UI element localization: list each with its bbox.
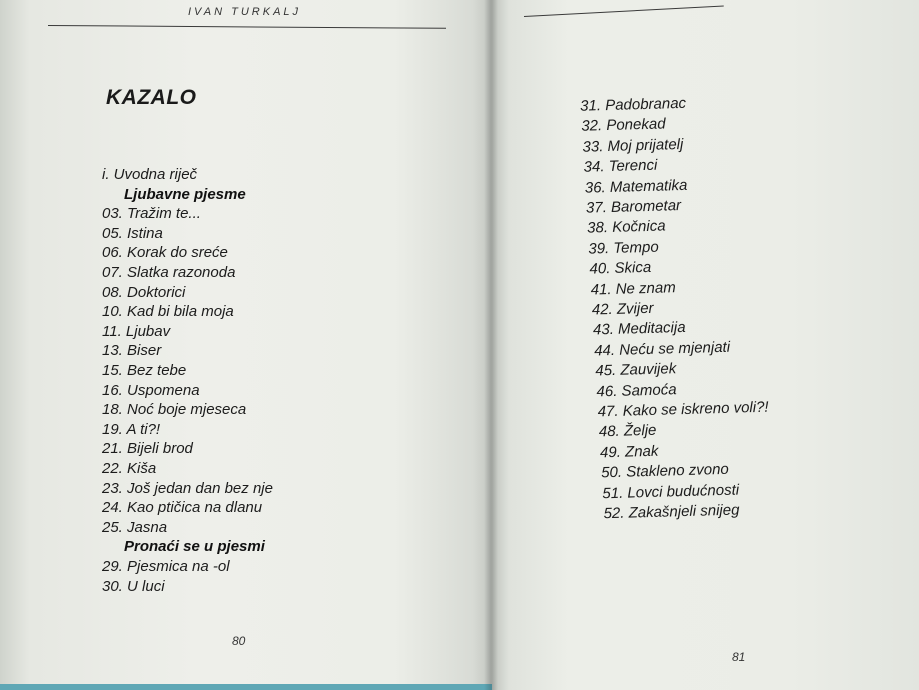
toc-entry: i. Uvodna riječ (102, 166, 198, 183)
toc-entry: 06. Korak do sreće (102, 244, 228, 262)
toc-entry: 36. Matematika (584, 176, 688, 197)
toc-entry: 38. Kočnica (586, 217, 666, 238)
toc-entry: 50. Stakleno zvono (600, 460, 730, 482)
toc-entry: 39. Tempo (588, 238, 659, 258)
toc-entry: 44. Neću se mjenjati (593, 338, 731, 360)
toc-entry: 11. Ljubav (102, 322, 171, 340)
toc-entry: 37. Barometar (585, 197, 682, 217)
toc-entry: 13. Biser (102, 342, 162, 360)
toc-entry: 03. Tražim te... (102, 205, 201, 223)
toc-entry: 18. Noć boje mjeseca (102, 401, 247, 419)
toc-entry: 40. Skica (589, 259, 652, 278)
toc-entry: 30. U luci (102, 577, 165, 595)
toc-entry: 21. Bijeli brod (102, 440, 193, 458)
right-page (492, 0, 919, 690)
toc-entry: 48. Želje (598, 422, 657, 441)
header-rule-right (524, 6, 724, 17)
header-rule (48, 25, 446, 29)
toc-entry: 15. Bez tebe (102, 362, 187, 379)
toc-entry: 31. Padobranac (579, 94, 687, 115)
toc-entry: 41. Ne znam (590, 278, 676, 299)
toc-section-title: Ljubavne pjesme (124, 185, 246, 203)
toc-entry: 47. Kako se iskreno voli?! (597, 398, 769, 421)
toc-entry: 51. Lovci budućnosti (602, 481, 740, 502)
toc-entry: 34. Terenci (583, 156, 658, 176)
page-number-right: 81 (732, 650, 746, 664)
toc-entry: 22. Kiša (102, 460, 157, 477)
toc-entry: 45. Zauvijek (595, 360, 677, 380)
toc-entry: 08. Doktorici (102, 283, 186, 301)
toc-entry: 23. Još jedan dan bez nje (102, 479, 273, 497)
toc-entry: 46. Samoća (596, 380, 677, 401)
book-gutter (484, 0, 498, 690)
toc-section-title: Pronaći se u pjesmi (124, 538, 265, 556)
toc-entry: 16. Uspomena (102, 381, 200, 399)
toc-entry: 32. Ponekad (581, 115, 666, 136)
running-head: IVAN TURKALJ (188, 6, 302, 18)
toc-entry: 25. Jasna (102, 518, 168, 536)
toc-entry: 43. Meditacija (592, 319, 686, 339)
toc-entry: 49. Znak (599, 442, 659, 462)
toc-entry: 10. Kad bi bila moja (102, 303, 234, 321)
toc-entry: 05. Istina (102, 224, 163, 242)
toc-entry: 42. Zvijer (591, 299, 654, 319)
toc-entry: 52. Zakašnjeli snijeg (603, 501, 740, 523)
toc-entry: 33. Moj prijatelj (582, 135, 684, 156)
toc-entry: 29. Pjesmica na -ol (102, 558, 230, 575)
toc-entry: 24. Kao ptičica na dlanu (102, 499, 263, 517)
toc-entry: 19. A ti?! (102, 420, 161, 438)
toc-entry: 07. Slatka razonoda (102, 264, 236, 281)
page-number-left: 80 (232, 634, 246, 648)
page-title: KAZALO (106, 86, 197, 109)
